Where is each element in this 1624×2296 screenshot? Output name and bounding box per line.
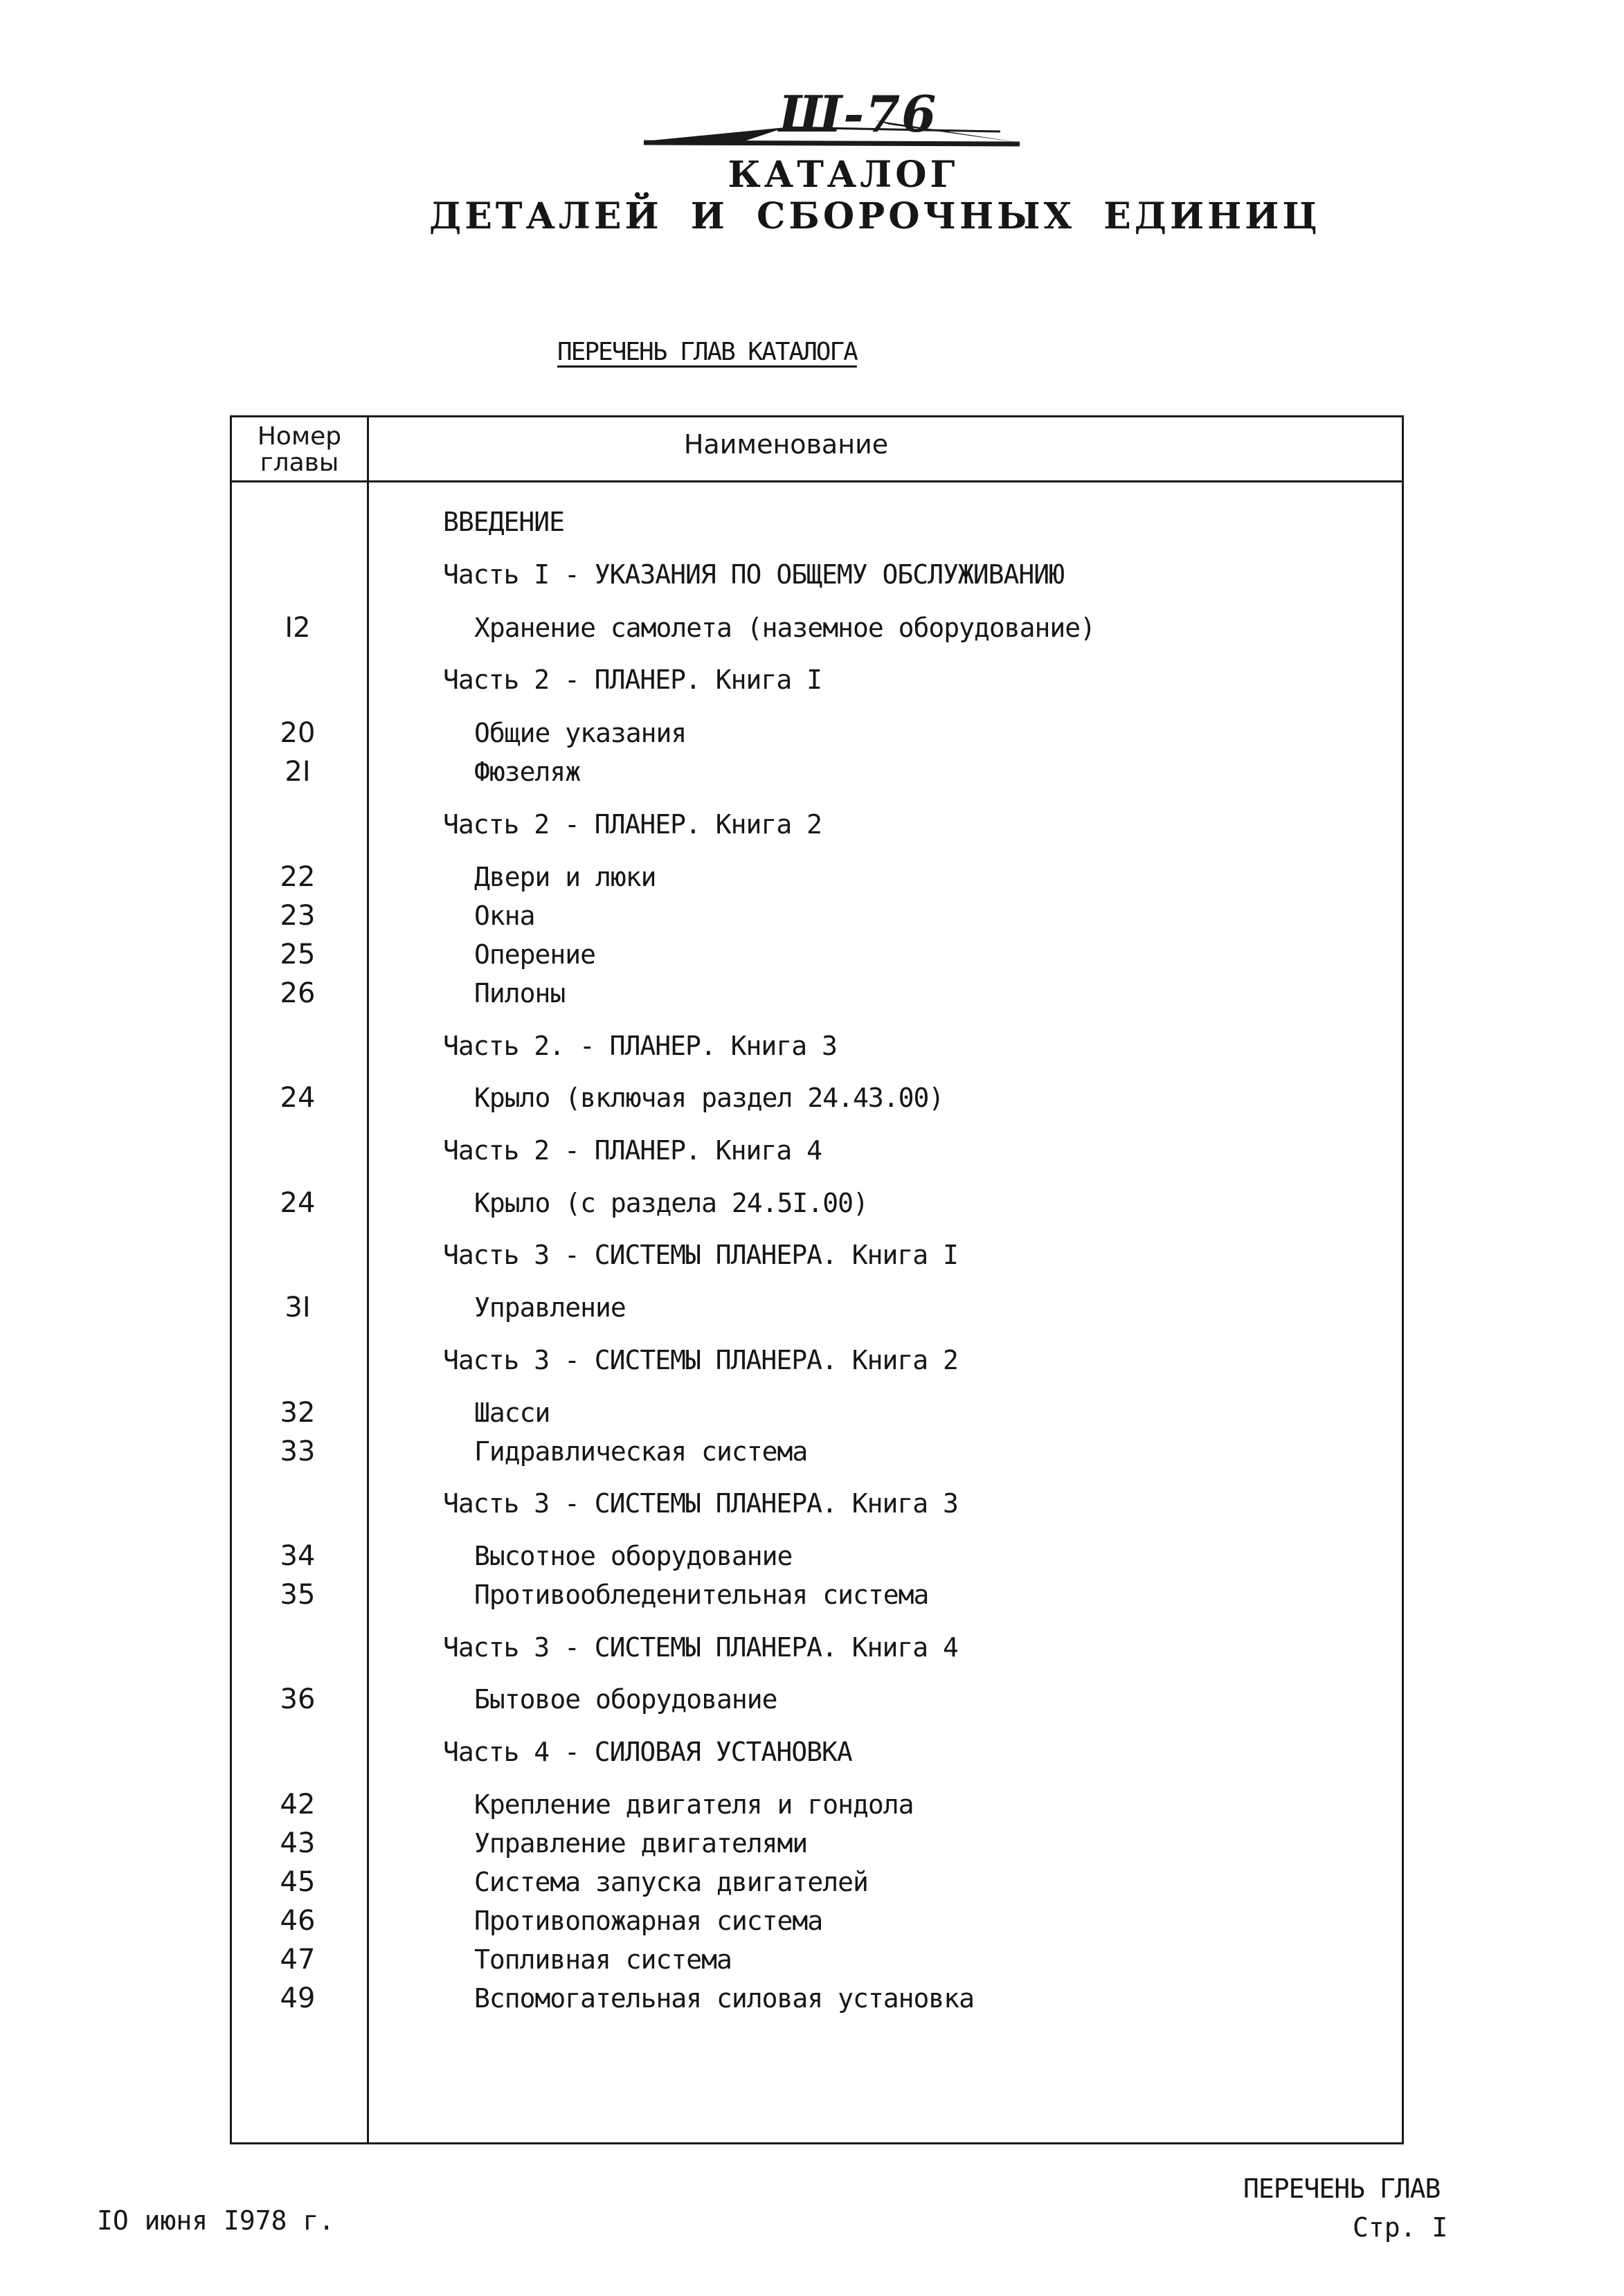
chapter-title: Вспомогательная силовая установка bbox=[474, 1983, 974, 2014]
chapter-number: 3I bbox=[285, 1292, 311, 1323]
chapter-title: Фюзеляж bbox=[474, 757, 581, 787]
chapter-row bbox=[0, 977, 1624, 1010]
part-heading-row bbox=[0, 1029, 1624, 1063]
chapter-number: 2I bbox=[285, 756, 311, 788]
chapter-number: 24 bbox=[280, 1187, 316, 1219]
chapter-row bbox=[0, 860, 1624, 894]
chapter-row bbox=[0, 1827, 1624, 1860]
chapter-row bbox=[0, 1943, 1624, 1976]
chapter-number: 34 bbox=[280, 1540, 316, 1572]
chapter-number: 23 bbox=[280, 900, 316, 932]
part-heading-row bbox=[0, 558, 1624, 591]
part-title: Часть 2 - ПЛАНЕР. Книга I bbox=[443, 665, 822, 695]
catalog-title-text: КАТАЛОГ bbox=[728, 154, 959, 196]
chapter-row bbox=[0, 1081, 1624, 1114]
chapter-row bbox=[0, 1435, 1624, 1468]
chapter-number: 49 bbox=[280, 1982, 316, 2014]
chapter-number: 25 bbox=[280, 939, 316, 970]
part-title: Часть 3 - СИСТЕМЫ ПЛАНЕРА. Книга 4 bbox=[443, 1632, 958, 1663]
catalog-title bbox=[0, 154, 1624, 196]
chapter-row bbox=[0, 938, 1624, 971]
chapter-row bbox=[0, 1539, 1624, 1573]
chapter-row bbox=[0, 1578, 1624, 1611]
chapter-title: Крыло (с раздела 24.5I.00) bbox=[474, 1188, 868, 1218]
chapter-row bbox=[0, 899, 1624, 932]
chapter-number: 20 bbox=[280, 717, 316, 749]
part-title: Часть 3 - СИСТЕМЫ ПЛАНЕРА. Книга 2 bbox=[443, 1345, 958, 1375]
column-header-number bbox=[232, 424, 367, 476]
part-heading-row bbox=[0, 663, 1624, 696]
chapter-title: Крыло (включая раздел 24.43.00) bbox=[474, 1083, 944, 1113]
part-title: Часть 2 - ПЛАНЕР. Книга 4 bbox=[443, 1135, 822, 1166]
chapter-number: 26 bbox=[280, 977, 316, 1009]
column-header-number-line2: главы bbox=[260, 449, 339, 477]
part-heading-row bbox=[0, 1344, 1624, 1377]
chapter-row bbox=[0, 1788, 1624, 1821]
chapter-row bbox=[0, 611, 1624, 644]
chapter-title: Система запуска двигателей bbox=[474, 1867, 868, 1897]
chapter-title: Пилоны bbox=[474, 978, 566, 1009]
chapter-row bbox=[0, 1683, 1624, 1716]
part-heading-row bbox=[0, 1735, 1624, 1769]
document-date: IO июня I978 г. bbox=[97, 2205, 335, 2236]
chapter-row bbox=[0, 716, 1624, 750]
page-number: Стр. I bbox=[1353, 2212, 1448, 2243]
chapter-number: 46 bbox=[280, 1905, 316, 1937]
chapter-title: Управление bbox=[474, 1292, 626, 1323]
chapter-number: 43 bbox=[280, 1827, 316, 1859]
chapter-number: 22 bbox=[280, 861, 316, 893]
chapter-row bbox=[0, 1396, 1624, 1429]
chapter-title: Окна bbox=[474, 901, 535, 931]
chapter-number: 36 bbox=[280, 1683, 316, 1715]
part-heading-row bbox=[0, 1134, 1624, 1167]
part-heading-row bbox=[0, 808, 1624, 841]
chapter-number: 42 bbox=[280, 1789, 316, 1820]
chapter-title: Бытовое оборудование bbox=[474, 1684, 777, 1715]
chapter-number: 35 bbox=[280, 1579, 316, 1611]
chapter-title: Двери и люки bbox=[474, 862, 656, 892]
chapter-row bbox=[0, 1291, 1624, 1324]
chapter-number: I2 bbox=[285, 612, 311, 644]
part-title: Часть 3 - СИСТЕМЫ ПЛАНЕРА. Книга 3 bbox=[443, 1488, 958, 1519]
header-divider bbox=[230, 480, 1404, 482]
column-header-number-line1: Номер bbox=[257, 422, 342, 451]
chapter-row bbox=[0, 1865, 1624, 1899]
chapter-row bbox=[0, 1982, 1624, 2015]
chapter-title: Гидравлическая система bbox=[474, 1436, 808, 1467]
part-title: Часть 4 - СИЛОВАЯ УСТАНОВКА bbox=[443, 1737, 852, 1767]
part-title: ВВЕДЕНИЕ bbox=[443, 507, 565, 537]
part-heading-row bbox=[0, 1238, 1624, 1272]
chapter-number: 24 bbox=[280, 1082, 316, 1114]
chapter-title: Топливная система bbox=[474, 1944, 732, 1975]
chapter-title: Общие указания bbox=[474, 718, 687, 748]
chapter-number: 33 bbox=[280, 1436, 316, 1467]
part-title: Часть 3 - СИСТЕМЫ ПЛАНЕРА. Книга I bbox=[443, 1240, 958, 1270]
part-title: Часть I - УКАЗАНИЯ ПО ОБЩЕМУ ОБСЛУЖИВАНИЮ bbox=[443, 559, 1064, 590]
part-title: Часть 2 - ПЛАНЕР. Книга 2 bbox=[443, 809, 822, 840]
chapter-row bbox=[0, 1904, 1624, 1937]
part-title: Часть 2. - ПЛАНЕР. Книга 3 bbox=[443, 1031, 837, 1061]
chapter-title: Шасси bbox=[474, 1398, 550, 1428]
column-header-name: Наименование bbox=[683, 429, 889, 460]
chapter-title: Управление двигателями bbox=[474, 1828, 808, 1859]
chapter-title: Высотное оборудование bbox=[474, 1541, 793, 1571]
footer-section: ПЕРЕЧЕНЬ ГЛАВ bbox=[1243, 2173, 1441, 2204]
chapter-title: Хранение самолета (наземное оборудование) bbox=[474, 613, 1095, 643]
handwritten-mark bbox=[640, 84, 1028, 158]
part-heading-row bbox=[0, 1631, 1624, 1664]
chapter-title: Крепление двигателя и гондола bbox=[474, 1789, 914, 1820]
catalog-subtitle-title: ДЕТАЛЕЙ И СБОРОЧНЫХ ЕДИНИЦ bbox=[429, 195, 1321, 237]
chapter-title: Противопожарная система bbox=[474, 1906, 823, 1936]
chapter-list-heading: ПЕРЕЧЕНЬ ГЛАВ КАТАЛОГА bbox=[557, 338, 857, 366]
chapter-number: 32 bbox=[280, 1397, 316, 1429]
chapter-number: 47 bbox=[280, 1944, 316, 1976]
handwritten-mark-text: Ш-76 bbox=[779, 84, 938, 143]
chapter-number: 45 bbox=[280, 1866, 316, 1898]
chapter-row bbox=[0, 755, 1624, 788]
chapter-title: Противообледенительная система bbox=[474, 1580, 929, 1610]
chapter-title: Оперение bbox=[474, 939, 596, 970]
chapter-row bbox=[0, 1186, 1624, 1220]
part-heading-row bbox=[0, 505, 1624, 539]
part-heading-row bbox=[0, 1487, 1624, 1520]
